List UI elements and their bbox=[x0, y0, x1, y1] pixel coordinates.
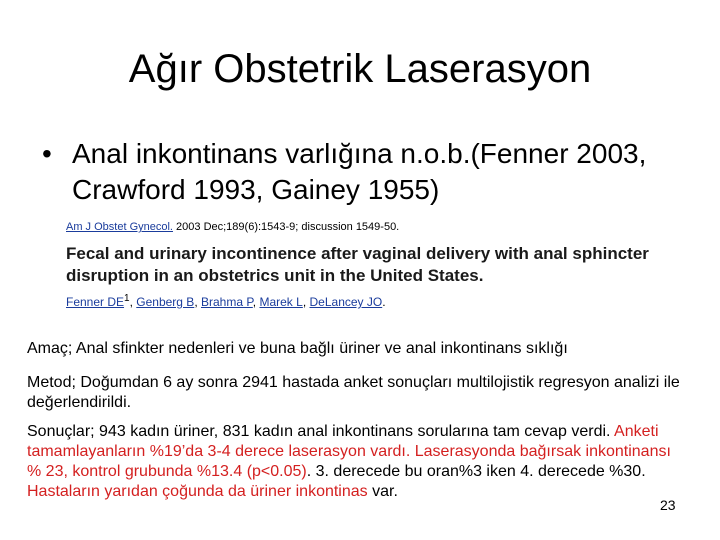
aim-label: Amaç bbox=[27, 340, 68, 357]
method-label: Metod bbox=[27, 374, 72, 391]
publication-title: Fecal and urinary incontinence after vaginal delivery with anal sphincter disruption in an obstetrics unit in the United States. bbox=[66, 244, 649, 285]
slide-title: Ağır Obstetrik Laserasyon bbox=[128, 47, 592, 91]
results-highlight: Hastaların yarıdan çoğunda da üriner inkontinas bbox=[27, 483, 368, 500]
author-link[interactable]: Brahma P bbox=[200, 295, 253, 309]
results-text: var. bbox=[367, 483, 398, 500]
author-link[interactable]: DeLancey JO bbox=[309, 295, 383, 309]
author-list: Fenner $DE^1$, Genberg B, Brahma P, Marek L, DeLancey JO. bbox=[66, 293, 386, 309]
bullet-marker: • bbox=[42, 138, 52, 169]
results-label: Sonuçlar bbox=[27, 423, 91, 440]
author-superscript: 1 bbox=[124, 293, 130, 304]
journal-link[interactable]: Am J Obstet Gynecol. bbox=[66, 221, 173, 233]
results-highlight: Anketi tamamlayanların %19’da 3-4 derece laserasyon vardı. Laserasyonda bağırsak inkontinansı % 23, kontrol grubunda %13.4 (p<0.05) bbox=[27, 423, 671, 480]
author-link[interactable]: Fenner DE bbox=[66, 295, 125, 309]
author-link[interactable]: Genberg B bbox=[136, 295, 195, 309]
aim-paragraph bbox=[27, 339, 687, 359]
aim-text: ; Anal sfinkter nedenleri ve buna bağlı üriner ve anal inkontinans sıklığı bbox=[67, 340, 568, 357]
results-text: . 3. derecede bu oran%3 iken 4. derecede %30. bbox=[306, 463, 646, 480]
method-text: ; Doğumdan 6 ay sonra 2941 hastada anket sonuçları multilojistik regresyon analizi ile değerlendirildi. bbox=[27, 374, 680, 411]
results-paragraph bbox=[27, 422, 687, 502]
bullet-text: Anal inkontinans varlığına n.o.b.(Fenner 2003, Crawford 1993, Gainey 1955) bbox=[72, 138, 647, 205]
author-link[interactable]: Marek L bbox=[259, 295, 303, 309]
page-number: 23 bbox=[660, 497, 676, 513]
citation-line bbox=[66, 221, 686, 234]
citation-details: 2003 Dec;189(6):1543-9; discussion 1549-50. bbox=[172, 221, 400, 233]
method-paragraph bbox=[27, 373, 687, 413]
results-text: ; 943 kadın üriner, 831 kadın anal inkontinans sorularına tam cevap verdi. bbox=[90, 423, 615, 440]
